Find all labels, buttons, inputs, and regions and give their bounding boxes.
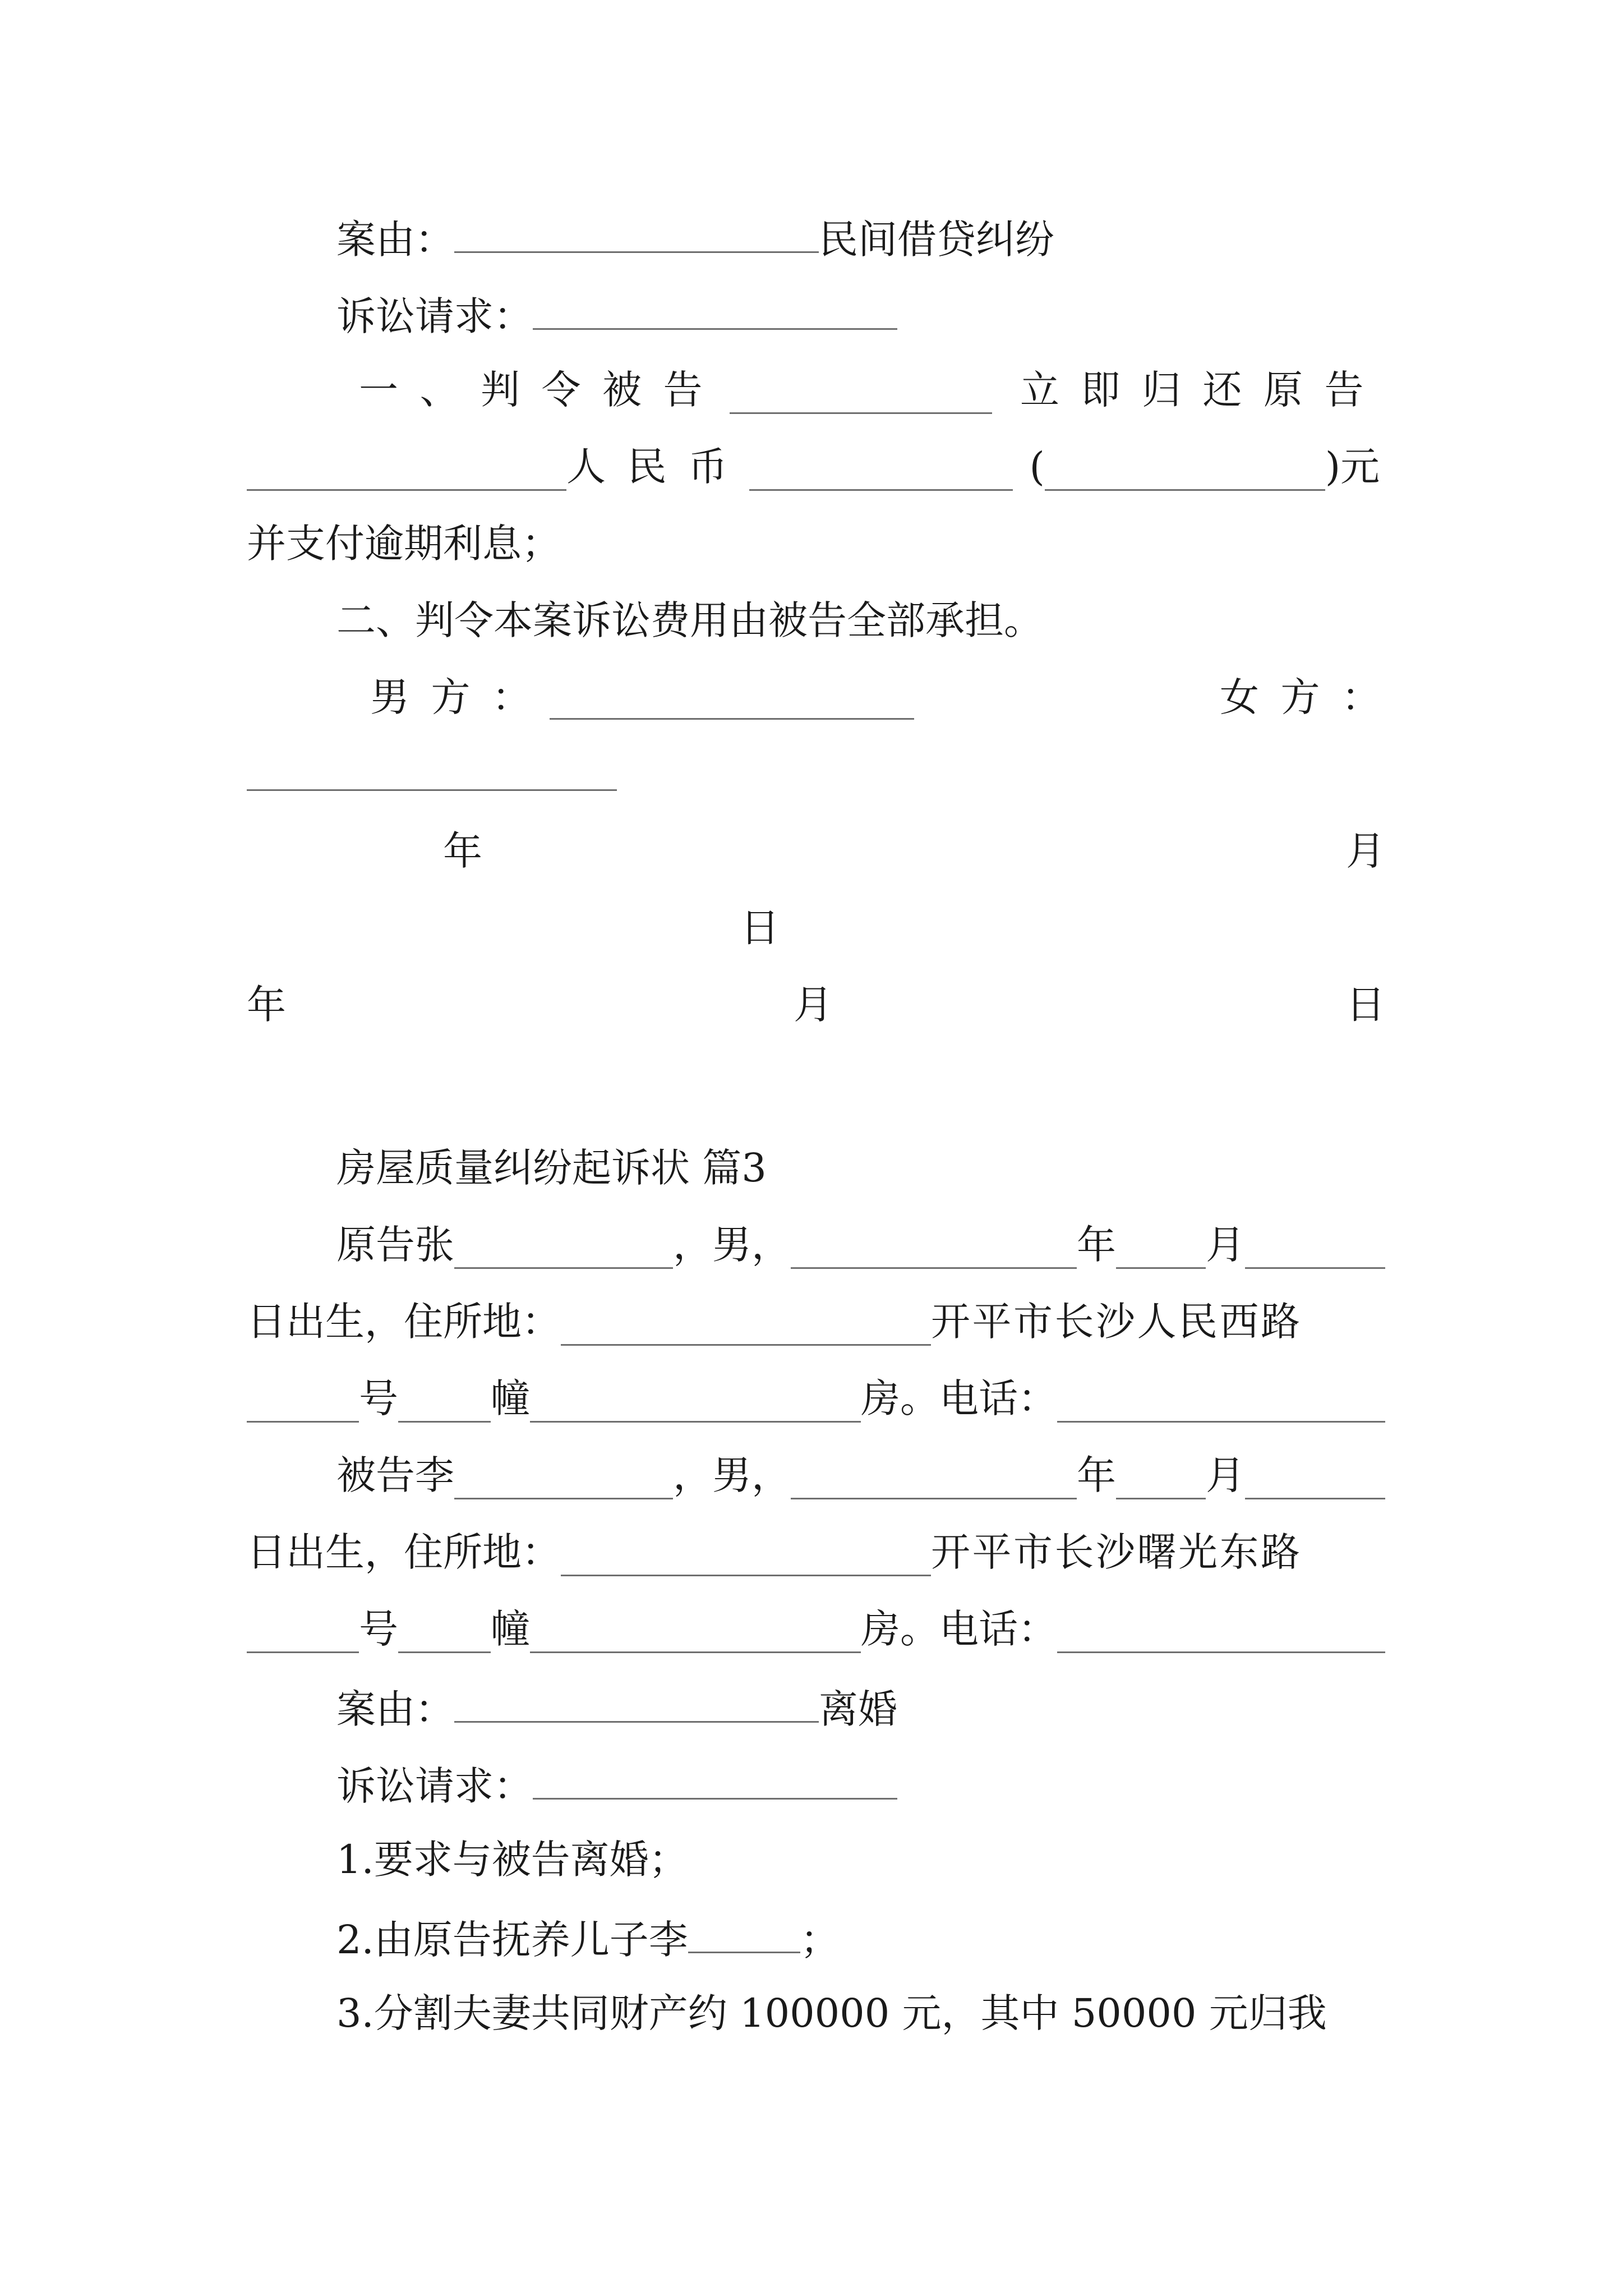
son-name-blank [688,1906,800,1953]
claims-label: 诉讼请求： [336,293,533,339]
defendant-month: 月 [1206,1452,1245,1498]
plaintiff-year: 年 [1077,1222,1116,1268]
case-value: 民间借贷纠纷 [819,217,1054,263]
claims-label-2: 诉讼请求： [336,1763,533,1809]
claims-label-line [247,282,1385,344]
claims-label-line-2 [247,1752,1385,1814]
plaintiff-bldg: 幢 [491,1375,530,1421]
plaintiff-born: 日出生，住所地： [247,1299,561,1345]
plaintiff-label: 原告张 [336,1222,454,1268]
date-line-3 [247,974,1385,1036]
day-2: 日 [1346,982,1385,1028]
case-value-2: 离婚 [819,1686,897,1732]
plaintiff-month: 月 [1206,1222,1245,1268]
case-label: 案由： [336,217,454,263]
plaintiff-address-line [247,1291,1385,1352]
paren-close: ) [1325,444,1341,490]
defendant-address-line [247,1521,1385,1583]
section-title-text: 房屋质量纠纷起诉状 篇3 [336,1145,767,1191]
claim2: 二、判令本案诉讼费用由被告全部承担。 [336,597,1043,643]
day-1: 日 [740,905,780,951]
plaintiff-day-blank [1245,1221,1385,1269]
month-2: 月 [794,982,833,1028]
defendant-blank [730,366,992,414]
claim1-start: 一、判令被告 [359,367,724,413]
month-1: 月 [1346,828,1385,874]
year-1: 年 [443,828,482,874]
defendant-room-phone: 房。电话： [861,1606,1057,1652]
divorce-claim2-end: ； [800,1917,840,1963]
female-blank [247,743,617,791]
claim2-line [247,590,1385,651]
defendant-born: 日出生，住所地： [247,1529,561,1575]
section-title [247,1137,1385,1199]
defendant-address: 开平市长沙曙光东路 [931,1529,1302,1575]
defendant-bldg-blank [398,1605,491,1653]
claim1-end: 并支付逾期利息； [247,521,561,567]
claim1-amount-line [247,436,1385,498]
year-2: 年 [247,982,286,1028]
plaintiff-year-blank [791,1221,1077,1269]
plaintiff-num: 号 [359,1375,398,1421]
divorce-claim1: 1.要求与被告离婚； [336,1837,688,1883]
divorce-claim2-line [247,1906,1385,1967]
plaintiff-num-blank [247,1375,359,1423]
case-label-2: 案由： [336,1686,454,1732]
case-blank-2 [454,1675,819,1723]
defendant-label: 被告李 [336,1452,454,1498]
defendant-num-blank [247,1605,359,1653]
defendant-room-blank [530,1605,861,1653]
rmb: 人民币 [566,444,749,490]
plaintiff-room-phone: 房。电话： [861,1375,1057,1421]
plaintiff-month-blank [1116,1221,1206,1269]
claim1-mid: 立即归还原告 [1020,367,1385,413]
claim1-end-line [247,513,1385,574]
plaintiff-phone-blank [1057,1375,1385,1423]
amount-blank [749,443,1013,491]
male-label: 男方： [370,674,553,720]
case-cause-line [247,205,1385,267]
defendant-day-blank [1245,1452,1385,1499]
claims-blank [533,282,897,330]
case-blank [454,205,819,253]
divorce-claim3-line [247,1982,1385,2044]
plaintiff-name-blank [454,1221,673,1269]
signature-line [247,666,1403,728]
date-line-1 [247,820,1385,882]
date-line-2 [247,897,1385,959]
plaintiff-blank [247,443,566,491]
plaintiff-address: 开平市长沙人民西路 [931,1299,1302,1345]
defendant-year-blank [791,1452,1077,1499]
male-blank [550,672,914,720]
plaintiff-addr-blank [561,1298,931,1346]
defendant-line [247,1444,1385,1506]
defendant-bldg: 幢 [491,1606,530,1652]
defendant-gender: ，男， [673,1452,791,1498]
defendant-room-line [247,1598,1385,1660]
plaintiff-room-line [247,1368,1385,1429]
claim1-line [247,359,1385,421]
yuan: 元 [1340,444,1380,490]
defendant-month-blank [1116,1452,1206,1499]
amount-words-blank [1045,443,1325,491]
female-blank-line [247,743,1385,805]
plaintiff-line [247,1214,1385,1276]
plaintiff-bldg-blank [398,1375,491,1423]
defendant-year: 年 [1077,1452,1116,1498]
defendant-addr-blank [561,1529,931,1576]
defendant-phone-blank [1057,1605,1385,1653]
paren-open: ( [1029,444,1045,490]
divorce-claim1-line [247,1829,1385,1890]
divorce-claim3: 3.分割夫妻共同财产约 100000 元，其中 50000 元归我 [336,1990,1327,2036]
female-label: 女方： [1220,674,1403,720]
defendant-name-blank [454,1452,673,1499]
defendant-num: 号 [359,1606,398,1652]
case-cause-line-2 [247,1675,1385,1737]
plaintiff-room-blank [530,1375,861,1423]
claims-blank-2 [533,1752,897,1800]
plaintiff-gender: ，男， [673,1222,791,1268]
divorce-claim2-start: 2.由原告抚养儿子李 [336,1917,688,1963]
